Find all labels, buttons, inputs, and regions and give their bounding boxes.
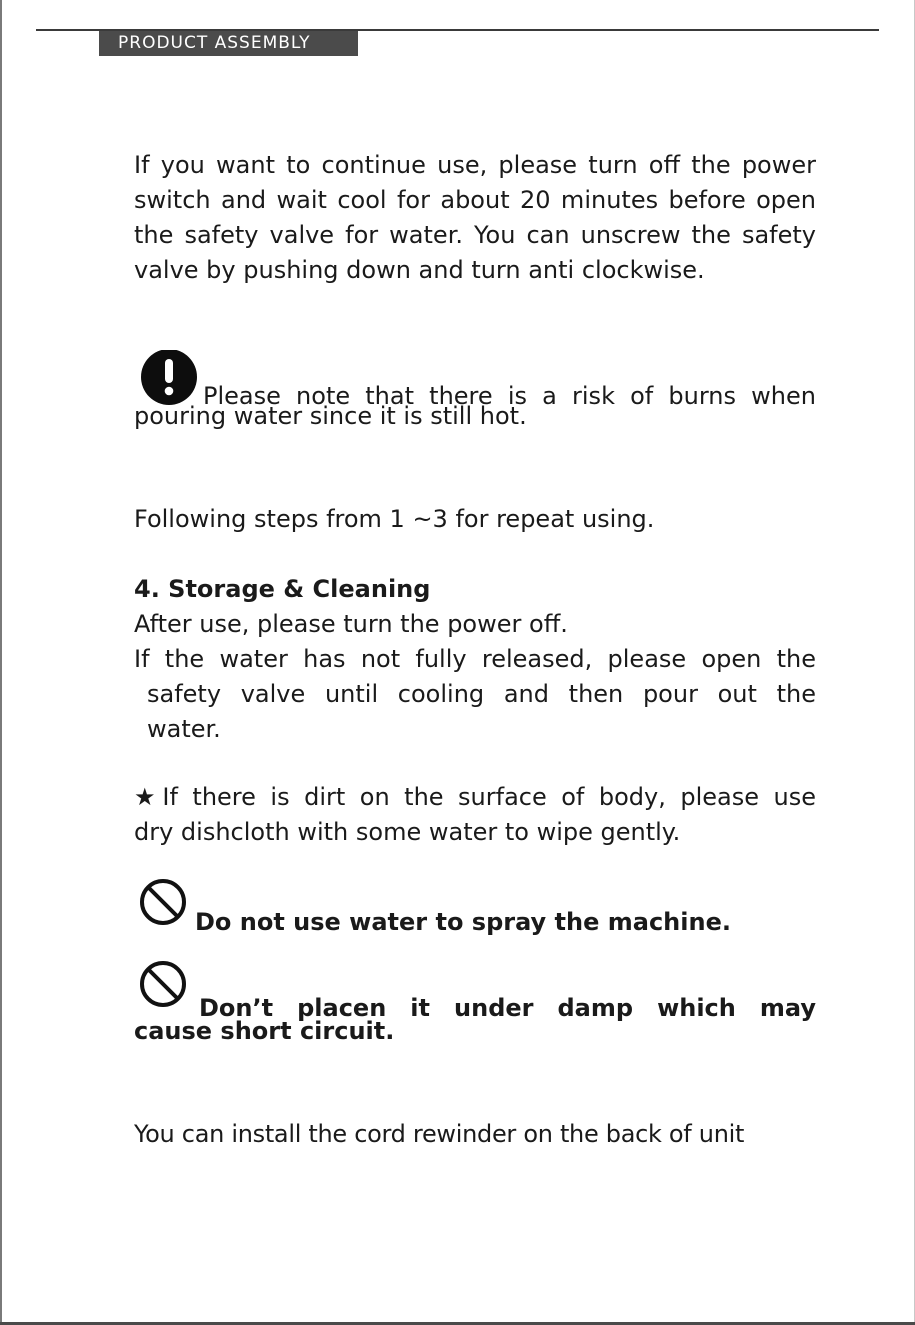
continue-use-paragraph: If you want to continue use, please turn off the power switch and wait cool for about 20 minutes before open the safety valve for water. You can unscrew the safety valve by pushing down and turn anti clockwise. bbox=[134, 151, 816, 284]
dirt-text-1: If there is dirt on the surface of body, please use bbox=[162, 783, 816, 811]
prohibit-damp-text-1: Don’t placen it under damp which may bbox=[199, 994, 816, 1022]
prohibit-damp-line-2: cause short circuit. bbox=[134, 1017, 395, 1045]
burn-warning-text-1: Please note that there is a risk of burns when bbox=[203, 382, 816, 410]
storage-line-2a: If the water has not fully released, please open the bbox=[134, 645, 816, 673]
burn-warning-line-1 bbox=[134, 350, 816, 410]
prohibit-damp bbox=[134, 960, 816, 1050]
prohibition-icon bbox=[139, 878, 195, 930]
section-header: PRODUCT ASSEMBLY bbox=[99, 31, 358, 56]
burn-warning bbox=[134, 350, 816, 434]
dirt-cleaning-note bbox=[134, 780, 816, 850]
dirt-line-2: dry dishcloth with some water to wipe gently. bbox=[134, 818, 681, 846]
dirt-line-1 bbox=[134, 780, 816, 815]
prohibit-spray-text: Do not use water to spray the machine. bbox=[195, 908, 731, 936]
prohibit-damp-line-1 bbox=[134, 960, 816, 1022]
storage-line-2b: safety valve until cooling and then pour out the bbox=[147, 680, 816, 708]
burn-warning-line-2: pouring water since it is still hot. bbox=[134, 402, 527, 430]
storage-section bbox=[134, 572, 816, 747]
cord-rewinder-note: You can install the cord rewinder on the back of unit bbox=[134, 1120, 745, 1148]
repeat-steps-note: Following steps from 1 ~3 for repeat using. bbox=[134, 505, 655, 533]
star-icon: ★ bbox=[134, 783, 163, 811]
storage-line-2c: water. bbox=[147, 715, 221, 743]
page-edge-left bbox=[0, 0, 2, 1325]
storage-line-1: After use, please turn the power off. bbox=[134, 610, 568, 638]
storage-heading: 4. Storage & Cleaning bbox=[134, 575, 431, 603]
page-content bbox=[134, 148, 816, 1152]
prohibition-icon bbox=[139, 960, 199, 1012]
prohibit-spray bbox=[134, 878, 816, 936]
